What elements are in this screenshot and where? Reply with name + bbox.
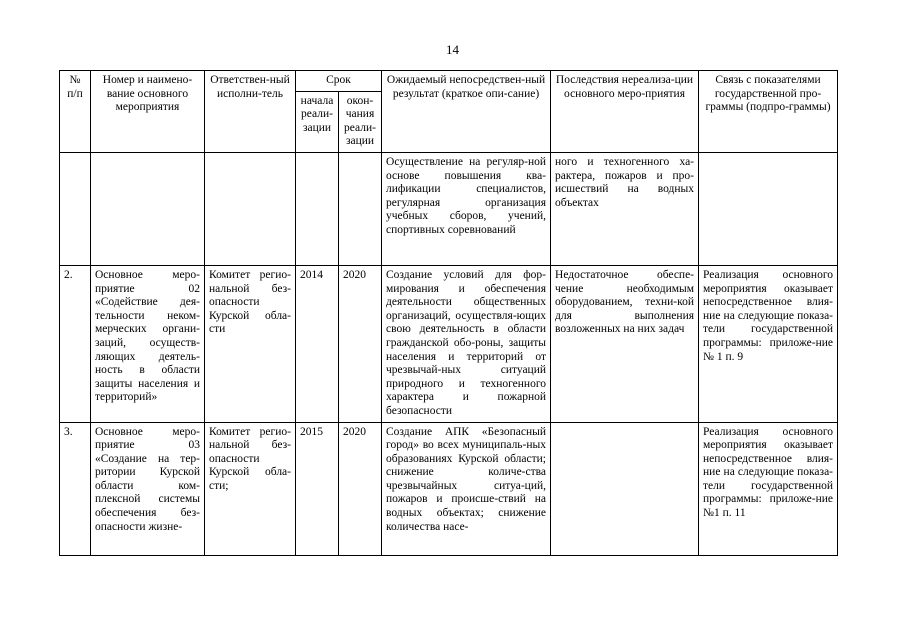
cell-end bbox=[339, 152, 382, 265]
cell-end: 2020 bbox=[339, 265, 382, 422]
table-row bbox=[60, 152, 838, 265]
header-name: Номер и наимено-вание основного мероприятия bbox=[91, 71, 205, 153]
cell-num: 3. bbox=[60, 422, 91, 555]
cell-link: Реализация основного мероприятия оказывает непосредственное влия-ние на следующие показа-тели государственной программы: приложе-ние №1 п. 11 bbox=[699, 422, 838, 555]
table-row bbox=[60, 422, 838, 555]
cell-responsible: Комитет регио-нальной без-опасности Курской обла-сти bbox=[205, 265, 296, 422]
header-start: начала реали-зации bbox=[296, 91, 339, 152]
cell-start: 2015 bbox=[296, 422, 339, 555]
cell-name: Основное меро-приятие 02 «Содействие дея-тельности неком-мерческих органи-заций, осуществ-ляющих деятель-ность в области защиты населения и территорий» bbox=[91, 265, 205, 422]
cell-consequences bbox=[551, 422, 699, 555]
header-end: окон-чания реали-зации bbox=[339, 91, 382, 152]
header-expected: Ожидаемый непосредствен-ный результат (краткое опи-сание) bbox=[382, 71, 551, 153]
cell-name: Основное меро-приятие 03 «Создание на тер-ритории Курской области ком-плексной системы обеспечения без-опасности жизне- bbox=[91, 422, 205, 555]
header-link: Связь с показателями государственной про-граммы (подпро-граммы) bbox=[699, 71, 838, 153]
cell-start: 2014 bbox=[296, 265, 339, 422]
cell-responsible: Комитет регио-нальной без-опасности Курской обла-сти; bbox=[205, 422, 296, 555]
cell-expected: Создание АПК «Безопасный город» во всех муниципаль-ных образованиях Курской области; снижение количе-ства чрезвычайных ситуа-ций, пожаров и происше-ствий на водных объектах; снижение количества насе- bbox=[382, 422, 551, 555]
header-consequences: Последствия нереализа-ции основного меро-приятия bbox=[551, 71, 699, 153]
cell-link bbox=[699, 152, 838, 265]
table-row bbox=[60, 265, 838, 422]
cell-end: 2020 bbox=[339, 422, 382, 555]
cell-num bbox=[60, 152, 91, 265]
cell-expected: Осуществление на регуляр-ной основе повышения ква-лификации специалистов, регулярная организация учебных сборов, учений, спортивных соревнований bbox=[382, 152, 551, 265]
cell-link: Реализация основного мероприятия оказывает непосредственное влия-ние на следующие показа-тели государственной программы: приложе-ние № 1 п. 9 bbox=[699, 265, 838, 422]
activities-table bbox=[59, 70, 838, 556]
cell-responsible bbox=[205, 152, 296, 265]
header-responsible: Ответствен-ный исполни-тель bbox=[205, 71, 296, 153]
header-term: Срок bbox=[296, 71, 382, 92]
cell-expected: Создание условий для фор-мирования и обеспечения деятельности общественных организаций, осуществля-ющих свою деятельность в области гражданской обо-роны, защиты населения и территорий от чрезвычай-ных ситуаций природного и техногенного характера и пожарной безопасности bbox=[382, 265, 551, 422]
header-row bbox=[60, 71, 838, 92]
cell-start bbox=[296, 152, 339, 265]
cell-num: 2. bbox=[60, 265, 91, 422]
cell-consequences: ного и техногенного ха-рактера, пожаров и про-исшествий на водных объектах bbox=[551, 152, 699, 265]
header-num: № п/п bbox=[60, 71, 91, 153]
page-number: 14 bbox=[446, 42, 459, 57]
cell-consequences: Недостаточное обеспе-чение необходимым оборудованием, техни-кой для выполнения возложенных на них задач bbox=[551, 265, 699, 422]
cell-name bbox=[91, 152, 205, 265]
